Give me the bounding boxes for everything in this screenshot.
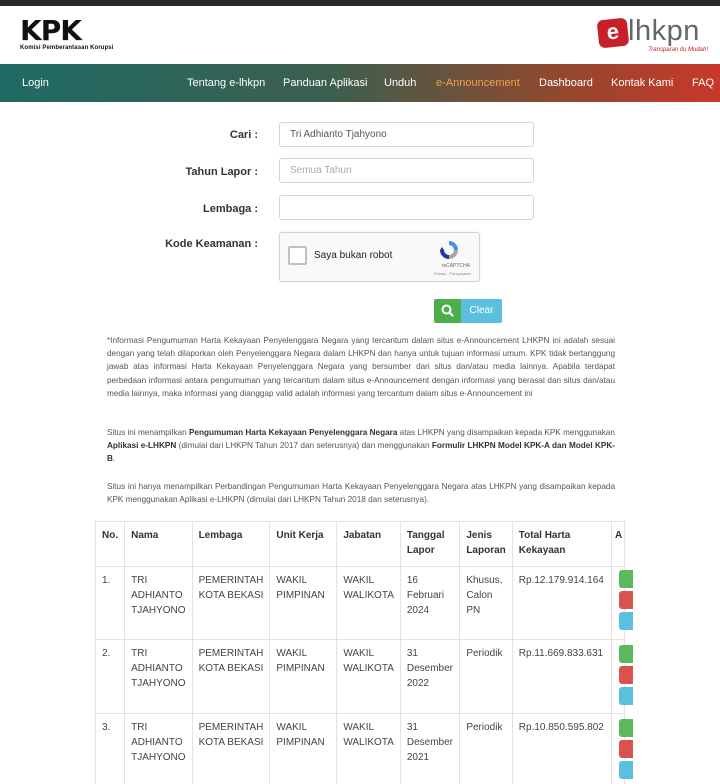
col-nama: Nama — [125, 522, 192, 567]
p2-part-e: (dimulai dari LHKPN Tahun 2017 dan seterusnya) dan menggunakan — [176, 441, 432, 451]
recaptcha-logo-icon — [437, 238, 461, 262]
col-jenis-laporan — [460, 522, 512, 567]
cell-no: 3. — [96, 714, 125, 784]
nama-l3: TJAHYONO — [131, 678, 186, 689]
col-tanggal-lapor — [400, 522, 459, 567]
jabatan-l1: WAKIL — [343, 648, 375, 659]
cari-label: Cari : — [229, 129, 258, 141]
row2-actions — [619, 645, 633, 708]
unit-l1: WAKIL — [276, 722, 308, 733]
cell-tanggal — [400, 714, 459, 784]
tanggal-l3: 2021 — [406, 752, 430, 763]
tanggal-l2: Februari — [406, 590, 445, 601]
col-jabatan: Jabatan — [337, 522, 401, 567]
lembaga-l1: PEMERINTAH — [198, 648, 264, 659]
col-unit-kerja: Unit Kerja — [270, 522, 337, 567]
elhkpn-wordmark: lhkpn — [628, 15, 700, 47]
col-total-harta — [512, 522, 611, 567]
p2-part-b: Pengumuman Harta Kekayaan Penyelenggara Negara — [188, 428, 398, 437]
cell-jabatan — [337, 567, 401, 640]
nama-l2: ADHIANTO — [131, 590, 183, 601]
cell-no: 1. — [96, 567, 125, 640]
col-tanggal-l1: Tanggal — [406, 530, 445, 541]
lembaga-l1: PEMERINTAH — [198, 722, 264, 733]
tanggal-l2: Desember — [406, 737, 454, 748]
col-tanggal-l2: Lapor — [406, 545, 435, 556]
jabatan-l1: WAKIL — [343, 575, 375, 586]
jenis-l2: Calon — [466, 590, 493, 601]
jenis-l1: Khusus, — [466, 575, 503, 586]
cell-jabatan — [337, 714, 401, 784]
nav-dashboard[interactable]: Dashboard — [539, 77, 593, 89]
table-row — [96, 567, 625, 640]
info-paragraph-comparison: Situs ini hanya menampilkan Perbandingan Pengumuman Harta Kekayaan Penyelenggara Negara atas LHKPN yang disampaikan kepada KPK menggunakan Aplikasi e-LHKPN (dimulai dari LHKPN Tahun 2018 dan seterusnya). — [107, 482, 615, 505]
p2-part-g: . — [112, 454, 116, 464]
nav-kontak[interactable]: Kontak Kami — [611, 77, 674, 89]
cell-total-harta: Rp.10.850.595.802 — [512, 714, 611, 784]
cell-nama — [125, 640, 192, 714]
cell-lembaga — [192, 567, 270, 640]
col-aksi: A — [611, 522, 624, 567]
jabatan-l2: WALIKOTA — [343, 590, 394, 601]
view-button[interactable] — [619, 719, 633, 737]
print-button[interactable] — [619, 666, 633, 684]
unit-l2: PIMPINAN — [276, 663, 325, 674]
col-jenis-l2: Laporan — [466, 545, 506, 556]
disclaimer-paragraph: *Informasi Pengumuman Harta Kekayaan Penyelenggara Negara yang tercantum dalam situs e-Announcement LHKPN ini adalah sesuai dengan yang telah dilaporkan oleh Penyelenggara Negara dalam LHKPN dan hanya untuk tujuan informasi umum. KPK tidak bertanggung jawab atas informasi Harta Kekayaan Penyelenggara Negara yang bersumber dari situs dan/atau media lainnya. Apabila terdapat perbedaan informasi antara pengumuman yang tercantum dalam situs e-Announcement dengan informasi yang berasal dan situs dan/atau media lainnya, maka informasi yang dianggap valid adalah informasi yang tercantum dalam situs e-Announcement ini — [107, 336, 615, 398]
results-table — [95, 521, 625, 784]
p2-part-c: atas LHKPN yang disampaikan kepada KPK menggunakan — [397, 428, 615, 437]
tanggal-l3: 2022 — [406, 678, 430, 689]
kpk-logo[interactable] — [20, 14, 114, 51]
view-button[interactable] — [619, 645, 633, 663]
elhkpn-logo[interactable] — [598, 15, 710, 61]
nav-panduan[interactable]: Panduan Aplikasi — [283, 77, 368, 89]
lembaga-input[interactable] — [279, 195, 534, 220]
compare-button[interactable] — [619, 687, 633, 705]
lembaga-l1: PEMERINTAH — [198, 575, 264, 586]
recaptcha-checkbox[interactable] — [288, 246, 307, 265]
kode-keamanan-label: Kode Keamanan : — [165, 238, 258, 250]
nav-unduh[interactable]: Unduh — [384, 77, 417, 89]
jenis-l1: Periodik — [466, 648, 503, 659]
cell-no: 2. — [96, 640, 125, 714]
cell-unit-kerja — [270, 714, 337, 784]
elhkpn-badge: e — [597, 18, 630, 49]
nama-l3: TJAHYONO — [131, 752, 186, 763]
cell-jenis — [460, 714, 512, 784]
row3-actions — [619, 719, 633, 782]
cell-jabatan — [337, 640, 401, 714]
unit-l2: PIMPINAN — [276, 737, 325, 748]
elhkpn-tagline: Transparan itu Mudah! — [648, 47, 708, 53]
lembaga-l2: KOTA BEKASI — [198, 663, 264, 674]
lembaga-l2: KOTA BEKASI — [198, 737, 264, 748]
p2-part-f: Formulir LHKPN Model KPK-A dan Model KPK-B — [107, 441, 615, 464]
cell-jenis — [460, 567, 512, 640]
cell-total-harta: Rp.11.669.833.631 — [512, 640, 611, 714]
p2-part-d: Aplikasi e-LHKPN — [107, 441, 177, 451]
unit-l1: WAKIL — [276, 648, 308, 659]
recaptcha-label: Saya bukan robot — [314, 250, 393, 261]
col-total-l1: Total Harta — [518, 530, 571, 541]
cell-unit-kerja — [270, 640, 337, 714]
tanggal-l1: 31 — [406, 722, 418, 733]
tanggal-l1: 31 — [406, 648, 418, 659]
cell-total-harta: Rp.12.179.914.164 — [512, 567, 611, 640]
cell-jenis — [460, 640, 512, 714]
compare-button[interactable] — [619, 761, 633, 779]
compare-button[interactable] — [619, 612, 633, 630]
search-icon — [434, 299, 461, 323]
print-button[interactable] — [619, 740, 633, 758]
nama-l2: ADHIANTO — [131, 663, 183, 674]
nav-login[interactable]: Login — [22, 77, 49, 89]
cell-nama — [125, 714, 192, 784]
site-header — [0, 6, 720, 64]
info-paragraph-scope — [107, 426, 615, 466]
tanggal-l1: 16 — [406, 575, 418, 586]
clear-button[interactable]: Clear — [461, 299, 502, 323]
nav-faq[interactable]: FAQ — [692, 77, 715, 89]
p2-part-a: Situs ini menampilkan — [107, 428, 189, 437]
row1-actions — [619, 570, 633, 633]
cell-unit-kerja — [270, 567, 337, 640]
nav-e-announcement[interactable]: e-Announcement — [436, 77, 520, 89]
search-button[interactable] — [434, 299, 461, 323]
unit-l1: WAKIL — [276, 575, 308, 586]
col-lembaga: Lembaga — [192, 522, 270, 567]
recaptcha-brand: reCAPTCHA — [441, 263, 470, 269]
tahun-lapor-label: Tahun Lapor : — [185, 166, 258, 178]
col-total-l2: Kekayaan — [518, 545, 566, 556]
print-button[interactable] — [619, 591, 633, 609]
kpk-subtitle: Komisi Pemberantasan Korupsi — [20, 45, 114, 51]
lembaga-l2: KOTA BEKASI — [198, 590, 264, 601]
nama-l1: TRI — [131, 648, 148, 659]
cell-lembaga — [192, 640, 270, 714]
recaptcha-widget — [279, 232, 480, 282]
table-row — [96, 640, 625, 714]
cell-lembaga — [192, 714, 270, 784]
jenis-l1: Periodik — [466, 722, 503, 733]
nama-l1: TRI — [131, 575, 148, 586]
tanggal-l3: 2024 — [406, 605, 430, 616]
table-row — [96, 714, 625, 784]
jenis-l3: PN — [466, 605, 481, 616]
col-no: No. — [96, 522, 125, 567]
unit-l2: PIMPINAN — [276, 590, 325, 601]
main-navbar — [0, 64, 720, 102]
view-button[interactable] — [619, 570, 633, 588]
nama-l1: TRI — [131, 722, 148, 733]
kpk-logo-text: KPK — [20, 14, 81, 47]
col-jenis-l1: Jenis — [466, 530, 492, 541]
cell-tanggal — [400, 567, 459, 640]
jabatan-l2: WALIKOTA — [343, 663, 394, 674]
jabatan-l2: WALIKOTA — [343, 737, 394, 748]
tahun-lapor-select[interactable]: Semua Tahun — [279, 158, 534, 183]
table-header-row — [96, 522, 625, 567]
lembaga-label: Lembaga : — [202, 203, 258, 215]
nav-tentang[interactable]: Tentang e-lhkpn — [187, 77, 266, 89]
jabatan-l1: WAKIL — [343, 722, 375, 733]
recaptcha-links[interactable]: Privasi - Persyaratan — [433, 271, 471, 276]
cari-input[interactable]: Tri Adhianto Tjahyono — [279, 122, 534, 147]
nama-l2: ADHIANTO — [131, 737, 183, 748]
cell-nama — [125, 567, 192, 640]
tanggal-l2: Desember — [406, 663, 454, 674]
nama-l3: TJAHYONO — [131, 605, 186, 616]
cell-tanggal — [400, 640, 459, 714]
